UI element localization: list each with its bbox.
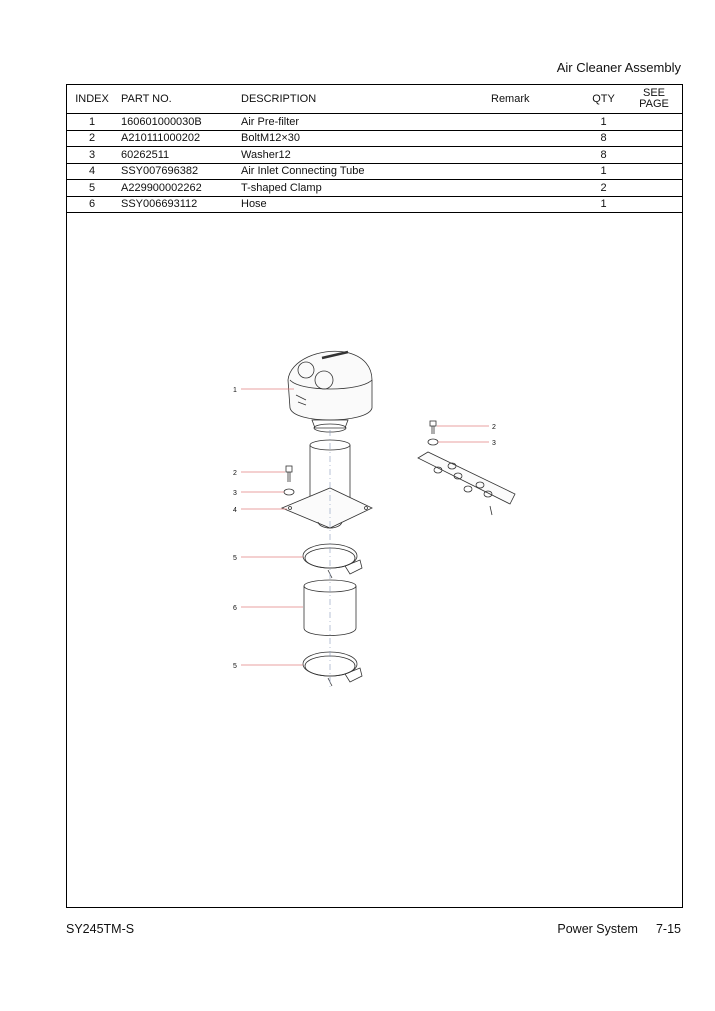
- cell-index: 3: [67, 147, 117, 164]
- col-index-header: INDEX: [67, 85, 117, 114]
- cell-qty: 8: [581, 147, 626, 164]
- callout-4: 4: [233, 507, 237, 514]
- cell-part-no: A229900002262: [117, 180, 241, 197]
- callout-3-right: 3: [492, 440, 496, 447]
- cell-description: T-shaped Clamp: [241, 180, 491, 197]
- cell-qty: 8: [581, 130, 626, 147]
- cell-qty: 1: [581, 114, 626, 131]
- cell-part-no: SSY006693112: [117, 196, 241, 213]
- footer-page-number: 7-15: [655, 922, 681, 936]
- callout-3: 3: [233, 490, 237, 497]
- cell-qty: 2: [581, 180, 626, 197]
- footer-model: SY245TM-S: [66, 922, 135, 936]
- page-label: PAGE: [639, 98, 669, 110]
- leader-lines: [241, 389, 489, 665]
- cell-index: 4: [67, 163, 117, 180]
- col-remark-header: Remark: [491, 85, 581, 114]
- cell-index: 5: [67, 180, 117, 197]
- callout-2-right: 2: [492, 424, 496, 431]
- cell-index: 6: [67, 196, 117, 213]
- cell-description: Washer12: [241, 147, 491, 164]
- callout-5-lower: 5: [233, 663, 237, 670]
- callout-6: 6: [233, 605, 237, 612]
- cell-index: 1: [67, 114, 117, 131]
- col-description-header: DESCRIPTION: [241, 85, 491, 114]
- t-clamp-lower-drawing: [303, 652, 362, 686]
- see-label: SEE: [642, 87, 665, 99]
- cell-description: Air Pre-filter: [241, 114, 491, 131]
- callout-1: 1: [233, 387, 237, 394]
- cell-part-no: 160601000030B: [117, 114, 241, 131]
- cell-index: 2: [67, 130, 117, 147]
- cell-description: BoltM12×30: [241, 130, 491, 147]
- t-clamp-upper-drawing: [303, 544, 362, 578]
- cell-part-no: A210111000202: [117, 130, 241, 147]
- cell-part-no: SSY007696382: [117, 163, 241, 180]
- cell-qty: 1: [581, 163, 626, 180]
- cell-description: Hose: [241, 196, 491, 213]
- air-pre-filter-drawing: [288, 351, 372, 432]
- footer-section-page: [557, 922, 681, 936]
- footer-section: Power System: [557, 922, 638, 936]
- bolt-washer-right-drawing: [428, 421, 438, 445]
- cell-part-no: 60262511: [117, 147, 241, 164]
- mounting-plate-drawing: [418, 452, 515, 515]
- cell-qty: 1: [581, 196, 626, 213]
- bolt-washer-left-drawing: [284, 466, 294, 495]
- page-title: Air Cleaner Assembly: [556, 60, 681, 75]
- cell-description: Air Inlet Connecting Tube: [241, 163, 491, 180]
- col-qty-header: QTY: [581, 85, 626, 114]
- col-part-no-header: PART NO.: [117, 85, 241, 114]
- callout-5-upper: 5: [233, 555, 237, 562]
- callout-2: 2: [233, 470, 237, 477]
- air-inlet-tube-drawing: [282, 440, 372, 528]
